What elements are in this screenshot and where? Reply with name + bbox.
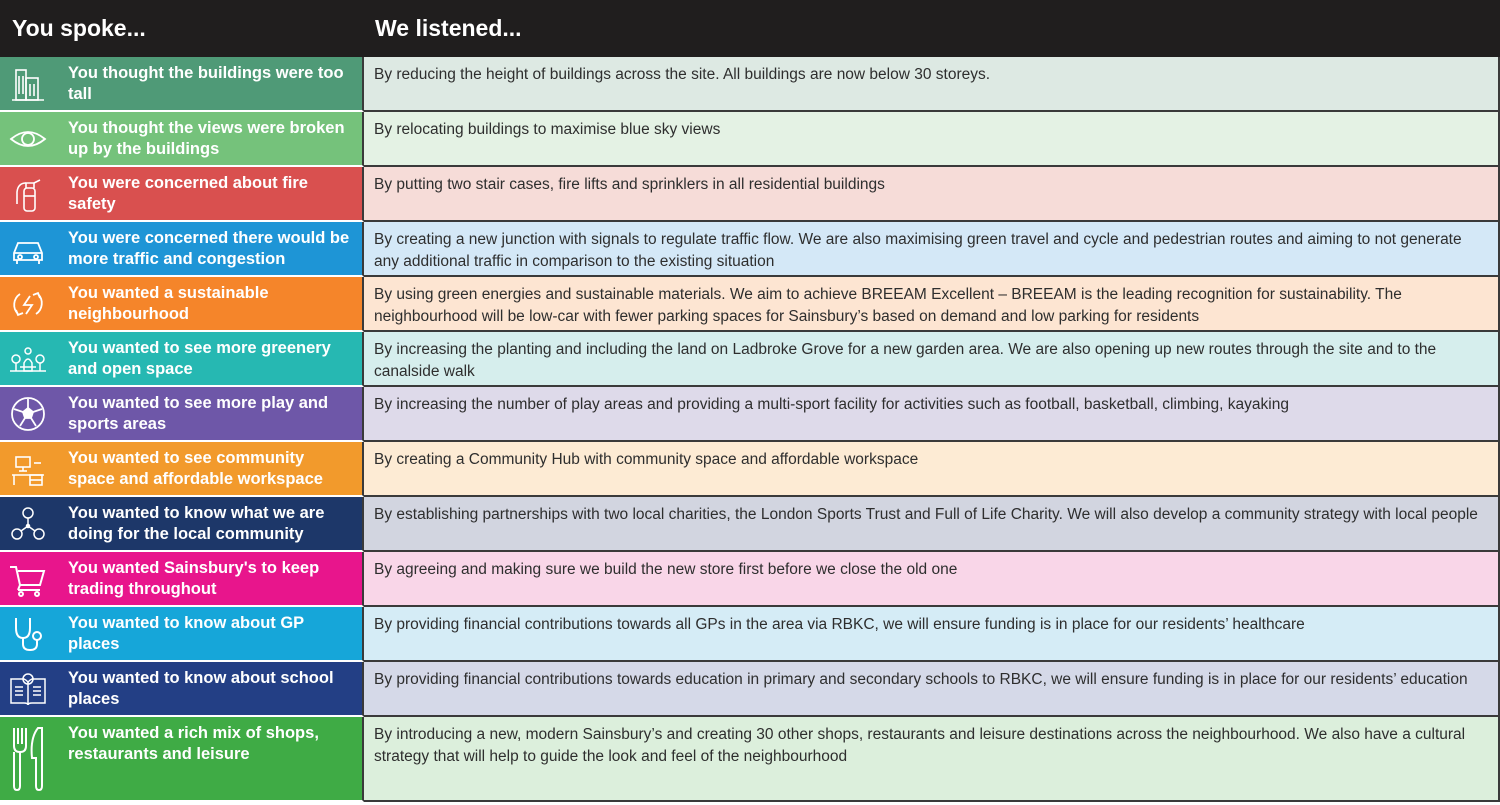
answer-cell-views: By relocating buildings to maximise blue sky views	[364, 112, 1500, 167]
question-cell-traffic	[0, 222, 364, 277]
question-cell-fire-safety	[0, 167, 364, 222]
workspace-desk-icon	[0, 442, 56, 495]
answer-cell-community-space: By creating a Community Hub with community space and affordable workspace	[364, 442, 1500, 497]
question-text: You were concerned about fire safety	[68, 174, 308, 213]
question-cell-local-community	[0, 497, 364, 552]
question-text: You wanted to know about school places	[68, 669, 334, 708]
answer-cell-local-community: By establishing partnerships with two local charities, the London Sports Trust and Full of Life Charity. We will also develop a community strategy with local people	[364, 497, 1500, 552]
question-cell-gp-places	[0, 607, 364, 662]
community-network-icon	[0, 497, 56, 550]
question-cell-views	[0, 112, 364, 167]
question-cell-school-places	[0, 662, 364, 717]
question-text: You wanted to know what we are doing for the local community	[68, 504, 325, 543]
header-we-listened: We listened...	[364, 0, 1500, 57]
car-icon	[0, 222, 56, 275]
park-icon	[0, 332, 56, 385]
answer-cell-play-sports: By increasing the number of play areas and providing a multi-sport facility for activities such as football, basketball, climbing, kayaking	[364, 387, 1500, 442]
question-cell-greenery	[0, 332, 364, 387]
question-text: You were concerned there would be more traffic and congestion	[68, 229, 350, 268]
fire-extinguisher-icon	[0, 167, 56, 220]
question-text: You thought the buildings were too tall	[68, 64, 344, 103]
question-cell-community-space	[0, 442, 364, 497]
question-cell-sainsburys-trading	[0, 552, 364, 607]
question-text: You thought the views were broken up by the buildings	[68, 119, 345, 158]
answer-cell-shops-leisure: By introducing a new, modern Sainsbury’s and creating 30 other shops, restaurants and leisure destinations across the neighbourhood. We also have a cultural strategy that will help to guide the look and feel of the neighbourhood	[364, 717, 1500, 802]
question-text: You wanted Sainsbury's to keep trading throughout	[68, 559, 320, 598]
question-text: You wanted a rich mix of shops, restaurants and leisure	[68, 724, 319, 763]
answer-cell-greenery: By increasing the planting and including the land on Ladbroke Grove for a new garden area. We are also opening up new routes through the site and to the canalside walk	[364, 332, 1500, 387]
header-you-spoke: You spoke...	[0, 0, 364, 57]
eye-icon	[0, 112, 56, 165]
shopping-cart-icon	[0, 552, 56, 605]
answer-cell-fire-safety: By putting two stair cases, fire lifts and sprinklers in all residential buildings	[364, 167, 1500, 222]
answer-cell-sustainable: By using green energies and sustainable materials. We aim to achieve BREEAM Excellent – BREEAM is the leading recognition for sustainability. The neighbourhood will be low-car with fewer parking spaces for Sainsbury’s based on demand and low parking for residents	[364, 277, 1500, 332]
football-icon	[0, 387, 56, 440]
buildings-icon	[0, 57, 56, 110]
answer-cell-buildings: By reducing the height of buildings across the site. All buildings are now below 30 storeys.	[364, 57, 1500, 112]
cutlery-icon	[0, 717, 56, 800]
answer-cell-traffic: By creating a new junction with signals to regulate traffic flow. We are also maximising green travel and cycle and pedestrian routes and aiming to not generate any additional traffic in comparison to the existing situation	[364, 222, 1500, 277]
question-text: You wanted to see more greenery and open space	[68, 339, 331, 378]
answer-cell-sainsburys-trading: By agreeing and making sure we build the new store first before we close the old one	[364, 552, 1500, 607]
question-text: You wanted to see community space and affordable workspace	[68, 449, 323, 488]
stethoscope-icon	[0, 607, 56, 660]
question-text: You wanted to see more play and sports areas	[68, 394, 329, 433]
question-text: You wanted to know about GP places	[68, 614, 304, 653]
answer-cell-gp-places: By providing financial contributions towards all GPs in the area via RBKC, we will ensure funding is in place for our residents’ healthcare	[364, 607, 1500, 662]
recycle-icon	[0, 277, 56, 330]
answer-cell-school-places: By providing financial contributions towards education in primary and secondary schools to RBKC, we will ensure funding is in place for our residents’ education	[364, 662, 1500, 717]
question-cell-play-sports	[0, 387, 364, 442]
question-cell-buildings	[0, 57, 364, 112]
question-cell-shops-leisure	[0, 717, 364, 802]
question-cell-sustainable	[0, 277, 364, 332]
question-text: You wanted a sustainable neighbourhood	[68, 284, 269, 323]
book-lightbulb-icon	[0, 662, 56, 715]
